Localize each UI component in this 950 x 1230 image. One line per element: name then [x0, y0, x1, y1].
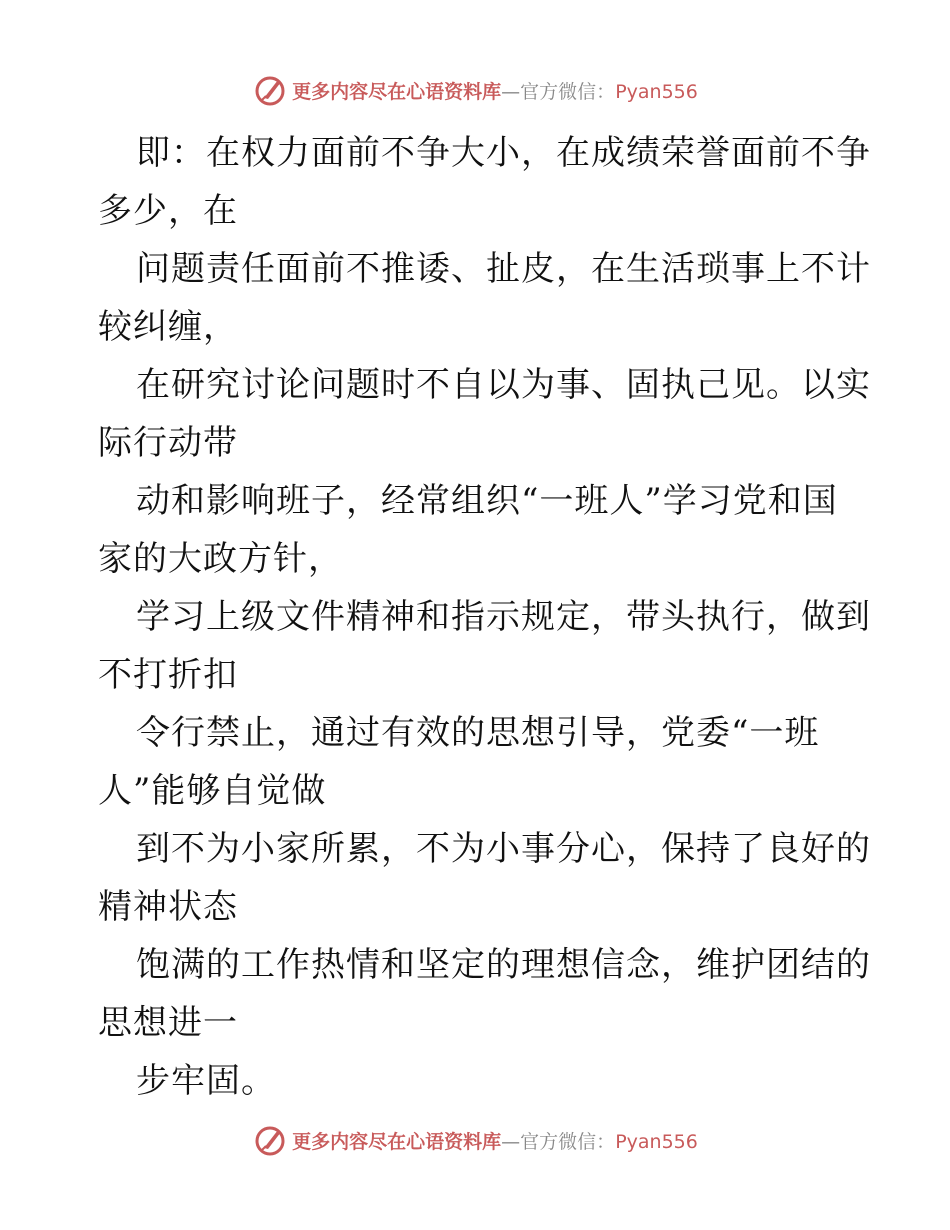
paragraph-6: [98, 704, 858, 820]
document-body: [98, 124, 871, 1110]
paragraph-line: 不打折扣: [98, 655, 238, 695]
paragraph-2: [98, 240, 871, 356]
paragraph-line: 在研究讨论问题时不自以为事、固执己见。以实: [136, 365, 871, 405]
watermark-dash: —: [501, 1130, 521, 1153]
paragraph-line: 饱满的工作热情和坚定的理想信念，维护团结的: [136, 945, 871, 985]
quill-logo-icon: [252, 1122, 288, 1158]
paragraph-7: [98, 820, 871, 936]
watermark-text: [292, 77, 698, 104]
paragraph-line: 多少，在: [98, 191, 238, 231]
watermark-text: [292, 1127, 698, 1154]
paragraph-line: 精神状态: [98, 887, 238, 927]
header-watermark: [0, 70, 950, 110]
watermark-dash: —: [501, 80, 521, 103]
watermark-site: 更多内容尽在心语资料库: [292, 80, 502, 103]
paragraph-1: [98, 124, 871, 240]
paragraph-5: [98, 588, 871, 704]
paragraph-line: 学习上级文件精神和指示规定，带头执行，做到: [136, 597, 871, 637]
paragraph-3: [98, 356, 871, 472]
paragraph-line: 家的大政方针，: [98, 539, 343, 579]
paragraph-line: 较纠缠，: [98, 307, 238, 347]
paragraph-line: 即：在权力面前不争大小，在成绩荣誉面前不争: [136, 133, 871, 173]
paragraph-line: 步牢固。: [136, 1061, 276, 1101]
watermark-wechat-id: Pyan556: [615, 1130, 698, 1153]
watermark-site: 更多内容尽在心语资料库: [292, 1130, 502, 1153]
paragraph-line: 到不为小家所累，不为小事分心，保持了良好的: [136, 829, 871, 869]
footer-watermark: [0, 1120, 950, 1160]
paragraph-line: 问题责任面前不推诿、扯皮，在生活琐事上不计: [136, 249, 871, 289]
paragraph-9: [98, 1052, 858, 1110]
paragraph-line: 动和影响班子，经常组织“一班人”学习党和国: [136, 481, 838, 521]
quill-logo-icon: [252, 72, 288, 108]
paragraph-8: [98, 936, 871, 1052]
paragraph-line: 令行禁止，通过有效的思想引导，党委“一班: [136, 713, 820, 753]
watermark-wechat-label: 官方微信：: [520, 1130, 616, 1153]
paragraph-line: 际行动带: [98, 423, 238, 463]
watermark-wechat-label: 官方微信：: [520, 80, 616, 103]
paragraph-line: 人”能够自觉做: [98, 771, 327, 811]
watermark-wechat-id: Pyan556: [615, 80, 698, 103]
paragraph-line: 思想进一: [98, 1003, 238, 1043]
paragraph-4: [98, 472, 858, 588]
